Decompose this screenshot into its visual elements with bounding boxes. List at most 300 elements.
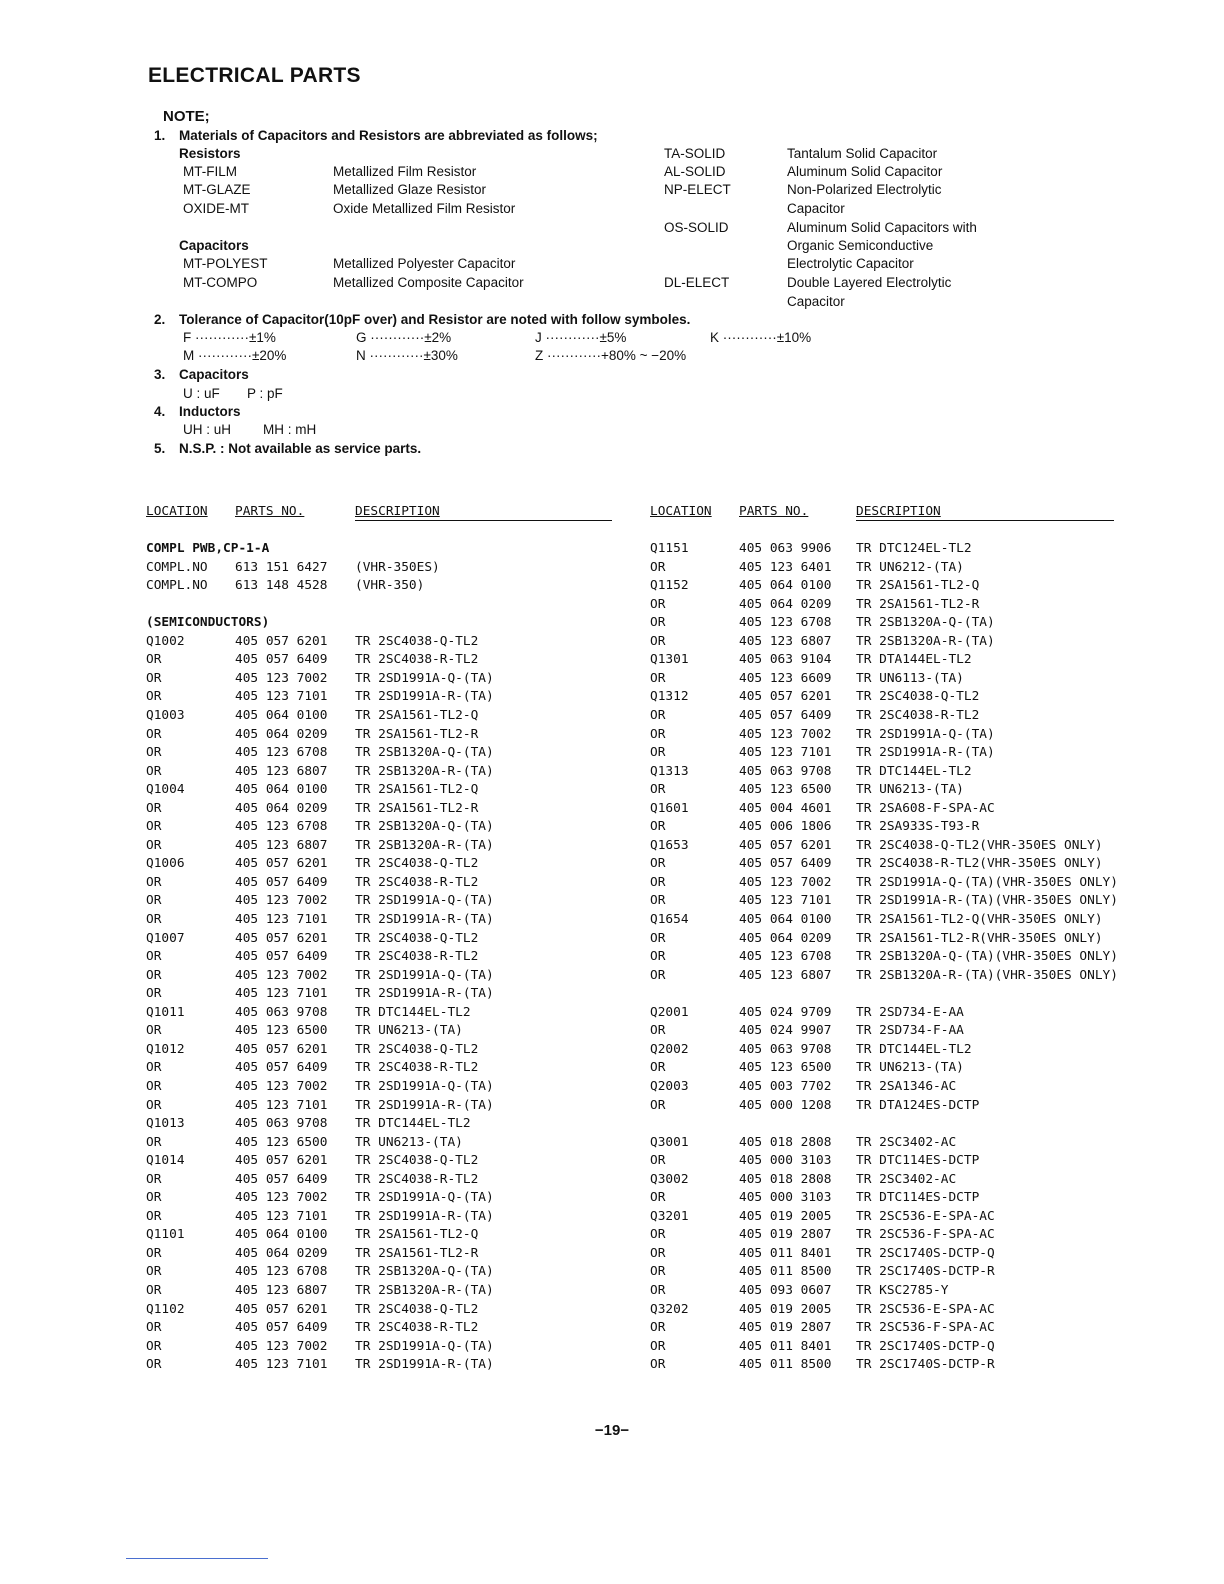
location-cell: OR	[146, 800, 162, 816]
table-row	[0, 818, 1224, 836]
unit-entry: U : uF	[183, 386, 220, 401]
description-cell: TR 2SD1991A-Q-(TA)	[856, 726, 995, 742]
description-cell: TR 2SC4038-R-TL2	[355, 1060, 479, 1076]
description-cell: TR UN6113-(TA)	[856, 670, 964, 686]
location-cell: COMPL PWB,CP-1-A	[146, 541, 270, 556]
note-text: Materials of Capacitors and Resistors are abbreviated as follows;	[179, 128, 598, 143]
description-cell: TR 2SB1320A-R-(TA)	[856, 633, 995, 649]
location-cell: Q1312	[650, 689, 689, 705]
header-rule	[856, 520, 1114, 521]
description-cell: TR 2SB1320A-R-(TA)	[355, 763, 494, 779]
location-cell: OR	[650, 949, 666, 965]
location-cell: OR	[146, 893, 162, 909]
material-code: NP-ELECT	[664, 182, 731, 197]
description-cell: TR UN6213-(TA)	[355, 1023, 463, 1039]
location-cell: OR	[650, 819, 666, 835]
parts-no-cell: 405 123 6401	[739, 559, 832, 575]
location-cell: OR	[146, 726, 162, 742]
table-row	[0, 614, 1224, 632]
table-row	[0, 577, 1224, 595]
tolerance-entry: K ············±10%	[710, 330, 812, 345]
note-number: 1.	[154, 128, 166, 143]
header-rule	[355, 520, 612, 521]
note-number: 2.	[154, 312, 166, 327]
table-row	[0, 1356, 1224, 1374]
location-cell: Q1301	[650, 652, 689, 668]
location-cell: OR	[146, 1338, 162, 1354]
material-desc: Metallized Film Resistor	[333, 164, 477, 179]
location-cell: OR	[650, 1153, 666, 1169]
description-cell: TR 2SA1561-TL2-Q	[355, 707, 479, 723]
parts-no-cell: 405 123 7002	[235, 893, 328, 909]
description-cell: TR DTC114ES-DCTP	[856, 1153, 980, 1169]
location-cell: (SEMICONDUCTORS)	[146, 615, 270, 631]
parts-no-cell: 405 011 8401	[739, 1245, 832, 1261]
description-cell: TR 2SC4038-R-TL2	[355, 1320, 479, 1336]
location-cell: OR	[650, 1060, 666, 1076]
table-row	[0, 985, 1224, 1003]
description-cell: TR 2SD1991A-Q-(TA)	[355, 893, 494, 909]
parts-no-cell: 405 019 2005	[739, 1301, 832, 1317]
description-cell: TR 2SC1740S-DCTP-Q	[856, 1338, 995, 1354]
description-cell: TR DTC124EL-TL2	[856, 541, 972, 556]
parts-no-cell: 405 057 6409	[235, 652, 328, 668]
location-cell: Q1601	[650, 800, 689, 816]
location-cell: Q3002	[650, 1171, 689, 1187]
material-desc: Electrolytic Capacitor	[787, 256, 914, 271]
parts-no-cell: 405 123 7101	[739, 893, 832, 909]
material-code: DL-ELECT	[664, 275, 730, 290]
parts-no-cell: 405 123 7002	[235, 967, 328, 983]
tolerance-entry: G ············±2%	[356, 330, 452, 345]
location-cell: Q3201	[650, 1208, 689, 1224]
parts-no-cell: 405 063 9708	[739, 763, 832, 779]
table-row	[0, 1152, 1224, 1170]
note-heading: NOTE;	[163, 108, 210, 125]
description-cell: TR 2SC4038-R-TL2	[355, 874, 479, 890]
table-row	[0, 781, 1224, 799]
description-cell: TR 2SC536-F-SPA-AC	[856, 1320, 995, 1336]
table-row	[0, 633, 1224, 651]
description-cell: TR 2SC1740S-DCTP-Q	[856, 1245, 995, 1261]
description-cell: TR DTA124ES-DCTP	[856, 1097, 980, 1113]
parts-no-cell: 405 011 8401	[739, 1338, 832, 1354]
table-row	[0, 911, 1224, 929]
table-row	[0, 707, 1224, 725]
table-row	[0, 540, 1224, 558]
location-cell: OR	[650, 893, 666, 909]
description-cell: TR UN6213-(TA)	[856, 782, 964, 798]
capacitors-label: Capacitors	[179, 238, 249, 253]
parts-no-cell: 405 064 0100	[739, 578, 832, 594]
location-cell: OR	[146, 874, 162, 890]
description-cell: TR 2SA1561-TL2-Q	[856, 578, 980, 594]
parts-no-cell: 405 123 7002	[235, 1078, 328, 1094]
table-row	[0, 1115, 1224, 1133]
parts-no-cell: 405 057 6409	[235, 1060, 328, 1076]
parts-no-cell: 405 003 7702	[739, 1078, 832, 1094]
table-row	[0, 559, 1224, 577]
location-cell: OR	[650, 745, 666, 761]
description-cell: TR 2SC536-F-SPA-AC	[856, 1227, 995, 1243]
description-cell: TR 2SA1561-TL2-Q(VHR-350ES ONLY)	[856, 912, 1103, 927]
parts-no-cell: 405 123 7002	[739, 726, 832, 742]
location-cell: Q1102	[146, 1301, 185, 1317]
description-cell: TR 2SC4038-R-TL2	[355, 949, 479, 965]
description-cell: TR 2SC536-E-SPA-AC	[856, 1301, 995, 1317]
tolerance-entry: N ············±30%	[356, 348, 458, 363]
note-number: 3.	[154, 367, 166, 382]
parts-no-cell: 405 057 6201	[739, 837, 832, 853]
location-cell: OR	[146, 1320, 162, 1336]
parts-no-cell: 405 057 6409	[235, 1320, 328, 1336]
location-cell: Q2001	[650, 1004, 689, 1020]
location-cell: OR	[650, 559, 666, 575]
description-cell: TR UN6212-(TA)	[856, 559, 964, 575]
parts-no-cell: 405 057 6201	[235, 930, 328, 946]
description-cell: TR 2SC4038-Q-TL2	[355, 1301, 479, 1317]
location-cell: OR	[146, 1097, 162, 1113]
tolerance-entry: Z ············+80% ~ −20%	[535, 348, 687, 363]
location-cell: OR	[146, 1357, 162, 1373]
tolerance-entry: J ············±5%	[535, 330, 627, 345]
table-row	[0, 930, 1224, 948]
description-cell: TR 2SA1561-TL2-Q	[355, 782, 479, 798]
parts-no-cell: 405 064 0100	[235, 1227, 328, 1243]
material-desc: Capacitor	[787, 201, 845, 216]
location-cell: OR	[146, 1078, 162, 1094]
material-desc: Organic Semiconductive	[787, 238, 934, 253]
description-cell: TR 2SC4038-Q-TL2	[355, 1153, 479, 1169]
location-cell: OR	[146, 689, 162, 705]
location-cell: OR	[146, 986, 162, 1002]
parts-no-cell: 405 057 6409	[235, 949, 328, 965]
description-cell: TR 2SD1991A-Q-(TA)	[355, 670, 494, 686]
header-description: DESCRIPTION	[355, 504, 440, 519]
description-cell: TR 2SA608-F-SPA-AC	[856, 800, 995, 816]
description-cell: TR 2SC4038-R-TL2	[355, 652, 479, 668]
location-cell: Q1101	[146, 1227, 185, 1243]
parts-no-cell: 405 123 6708	[235, 1264, 328, 1280]
description-cell: TR 2SD1991A-Q-(TA)	[355, 1338, 494, 1354]
material-code: TA-SOLID	[664, 146, 726, 161]
location-cell: Q3001	[650, 1134, 689, 1150]
parts-no-cell: 405 123 7101	[235, 912, 328, 927]
material-code: AL-SOLID	[664, 164, 726, 179]
description-cell: TR 2SB1320A-R-(TA)(VHR-350ES ONLY)	[856, 967, 1118, 983]
location-cell: OR	[146, 1171, 162, 1187]
parts-no-cell: 405 123 7101	[235, 1097, 328, 1113]
parts-no-cell: 405 123 7002	[235, 670, 328, 686]
header-parts-no: PARTS NO.	[739, 504, 809, 519]
location-cell: OR	[146, 745, 162, 761]
location-cell: OR	[146, 1264, 162, 1280]
table-row	[0, 948, 1224, 966]
parts-no-cell: 613 151 6427	[235, 559, 328, 575]
parts-no-cell: 405 123 6500	[235, 1023, 328, 1039]
description-cell: TR 2SA1561-TL2-R	[355, 726, 479, 742]
description-cell: TR 2SC4038-R-TL2	[355, 1171, 479, 1187]
material-code: MT-FILM	[183, 164, 237, 179]
parts-no-cell: 405 057 6201	[235, 1301, 328, 1317]
description-cell: TR 2SC1740S-DCTP-R	[856, 1264, 995, 1280]
parts-no-cell: 405 123 7101	[235, 1208, 328, 1224]
parts-no-cell: 405 123 6807	[739, 633, 832, 649]
resistors-label: Resistors	[179, 146, 241, 161]
material-code: MT-POLYEST	[183, 256, 268, 271]
description-cell: (VHR-350)	[355, 578, 425, 594]
page-number: −19−	[594, 1422, 630, 1439]
table-row	[0, 688, 1224, 706]
description-cell: TR 2SD1991A-R-(TA)	[856, 745, 995, 761]
table-row	[0, 1004, 1224, 1022]
location-cell: OR	[146, 1134, 162, 1150]
parts-no-cell: 405 123 6500	[235, 1134, 328, 1150]
description-cell: TR DTC144EL-TL2	[856, 1041, 972, 1057]
location-cell: Q1007	[146, 930, 185, 946]
description-cell: TR KSC2785-Y	[856, 1283, 949, 1298]
unit-entry: P : pF	[247, 386, 283, 401]
material-code: MT-GLAZE	[183, 182, 251, 197]
description-cell: TR 2SC4038-R-TL2	[856, 707, 980, 723]
parts-no-cell: 405 018 2808	[739, 1134, 832, 1150]
parts-no-cell: 405 057 6409	[235, 1171, 328, 1187]
material-desc: Metallized Composite Capacitor	[333, 275, 524, 290]
table-row	[0, 800, 1224, 818]
location-cell: OR	[146, 763, 162, 779]
parts-no-cell: 405 064 0209	[235, 800, 328, 816]
parts-no-cell: 405 004 4601	[739, 800, 832, 816]
location-cell: OR	[650, 1227, 666, 1243]
location-cell: OR	[650, 1320, 666, 1336]
location-cell: OR	[146, 1245, 162, 1261]
location-cell: OR	[650, 967, 666, 983]
parts-no-cell: 405 064 0209	[235, 726, 328, 742]
table-row	[0, 1301, 1224, 1319]
location-cell: Q1151	[650, 541, 689, 556]
parts-no-cell: 405 064 0209	[739, 596, 832, 612]
material-desc: Double Layered Electrolytic	[787, 275, 952, 290]
description-cell: TR 2SA1346-AC	[856, 1078, 957, 1094]
parts-no-cell: 405 019 2807	[739, 1320, 832, 1336]
description-cell: TR 2SC4038-Q-TL2(VHR-350ES ONLY)	[856, 837, 1103, 853]
description-cell: TR 2SD1991A-R-(TA)	[355, 986, 494, 1002]
description-cell: (VHR-350ES)	[355, 559, 440, 575]
parts-no-cell: 405 123 6708	[235, 745, 328, 761]
description-cell: TR 2SD1991A-R-(TA)	[355, 1208, 494, 1224]
parts-no-cell: 405 064 0100	[235, 707, 328, 723]
table-row	[0, 744, 1224, 762]
parts-no-cell: 405 123 6708	[739, 615, 832, 631]
location-cell: OR	[650, 1190, 666, 1206]
description-cell: TR 2SB1320A-Q-(TA)	[856, 615, 995, 631]
parts-no-cell: 613 148 4528	[235, 578, 328, 594]
header-description: DESCRIPTION	[856, 504, 941, 519]
table-row	[0, 1134, 1224, 1152]
location-cell: Q1011	[146, 1004, 185, 1020]
location-cell: OR	[650, 930, 666, 946]
description-cell: TR 2SB1320A-Q-(TA)(VHR-350ES ONLY)	[856, 949, 1118, 965]
description-cell: TR 2SB1320A-Q-(TA)	[355, 1264, 494, 1280]
parts-no-cell: 405 123 7002	[235, 1190, 328, 1206]
description-cell: TR 2SC4038-Q-TL2	[355, 1041, 479, 1057]
decorative-line	[126, 1558, 268, 1559]
material-desc: Metallized Glaze Resistor	[333, 182, 487, 197]
parts-no-cell: 405 063 9708	[739, 1041, 832, 1057]
location-cell: OR	[146, 1023, 162, 1039]
parts-no-cell: 405 123 7101	[235, 1357, 328, 1373]
parts-no-cell: 405 123 6807	[235, 763, 328, 779]
table-row	[0, 967, 1224, 985]
description-cell: TR 2SC4038-Q-TL2	[856, 689, 980, 705]
parts-no-cell: 405 123 6807	[235, 1283, 328, 1298]
description-cell: TR DTC144EL-TL2	[856, 763, 972, 779]
table-row	[0, 1097, 1224, 1115]
parts-no-cell: 405 057 6201	[235, 633, 328, 649]
location-cell: OR	[650, 670, 666, 686]
parts-no-cell: 405 093 0607	[739, 1283, 832, 1298]
header-location: LOCATION	[650, 504, 712, 519]
note-number: 4.	[154, 404, 166, 419]
description-cell: TR 2SD1991A-Q-(TA)	[355, 967, 494, 983]
description-cell: TR 2SC4038-Q-TL2	[355, 633, 479, 649]
location-cell: OR	[650, 707, 666, 723]
table-row	[0, 1338, 1224, 1356]
parts-no-cell: 405 064 0209	[739, 930, 832, 946]
location-cell: Q1313	[650, 763, 689, 779]
parts-no-cell: 405 019 2807	[739, 1227, 832, 1243]
description-cell: TR 2SA1561-TL2-R	[355, 1245, 479, 1261]
table-row	[0, 1263, 1224, 1281]
location-cell: Q1006	[146, 856, 185, 872]
parts-no-cell: 405 123 7101	[739, 745, 832, 761]
location-cell: OR	[146, 670, 162, 686]
parts-no-cell: 405 057 6201	[235, 1153, 328, 1169]
material-desc: Metallized Polyester Capacitor	[333, 256, 516, 271]
location-cell: OR	[650, 1097, 666, 1113]
table-row	[0, 874, 1224, 892]
description-cell: TR 2SD1991A-R-(TA)(VHR-350ES ONLY)	[856, 893, 1118, 909]
location-cell: OR	[146, 837, 162, 853]
description-cell: TR 2SC4038-Q-TL2	[355, 856, 479, 872]
parts-no-cell: 405 123 6708	[235, 819, 328, 835]
description-cell: TR 2SC536-E-SPA-AC	[856, 1208, 995, 1224]
parts-no-cell: 405 123 7101	[235, 689, 328, 705]
parts-no-cell: 405 123 6500	[739, 782, 832, 798]
description-cell: TR 2SC4038-R-TL2(VHR-350ES ONLY)	[856, 856, 1103, 872]
description-cell: TR 2SA1561-TL2-Q	[355, 1227, 479, 1243]
parts-no-cell: 405 000 1208	[739, 1097, 832, 1113]
description-cell: TR 2SA1561-TL2-R(VHR-350ES ONLY)	[856, 930, 1103, 946]
description-cell: TR 2SD734-E-AA	[856, 1004, 964, 1020]
table-row	[0, 892, 1224, 910]
material-desc: Oxide Metallized Film Resistor	[333, 201, 516, 216]
table-row	[0, 1319, 1224, 1337]
description-cell: TR 2SC3402-AC	[856, 1171, 957, 1187]
location-cell: OR	[650, 726, 666, 742]
description-cell: TR 2SC4038-Q-TL2	[355, 930, 479, 946]
parts-no-cell: 405 063 9906	[739, 541, 832, 556]
location-cell: OR	[146, 1208, 162, 1224]
header-location: LOCATION	[146, 504, 208, 519]
description-cell: TR UN6213-(TA)	[856, 1060, 964, 1076]
description-cell: TR 2SD1991A-R-(TA)	[355, 912, 494, 927]
table-row	[0, 1059, 1224, 1077]
parts-no-cell: 405 123 6609	[739, 670, 832, 686]
table-row	[0, 670, 1224, 688]
description-cell: TR DTC144EL-TL2	[355, 1004, 471, 1020]
parts-no-cell: 405 057 6201	[739, 689, 832, 705]
parts-no-cell: 405 064 0100	[739, 912, 832, 927]
material-code: MT-COMPO	[183, 275, 258, 290]
table-row	[0, 1078, 1224, 1096]
description-cell: TR 2SA1561-TL2-R	[355, 800, 479, 816]
location-cell: COMPL.NO	[146, 559, 208, 575]
material-desc: Capacitor	[787, 294, 845, 309]
location-cell: OR	[650, 633, 666, 649]
table-row	[0, 1208, 1224, 1226]
parts-no-cell: 405 064 0100	[235, 782, 328, 798]
description-cell: TR 2SD1991A-Q-(TA)(VHR-350ES ONLY)	[856, 874, 1118, 890]
location-cell: OR	[146, 819, 162, 835]
note-text: N.S.P. : Not available as service parts.	[179, 441, 422, 456]
description-cell: TR UN6213-(TA)	[355, 1134, 463, 1150]
table-row	[0, 1041, 1224, 1059]
parts-no-cell: 405 123 6807	[235, 837, 328, 853]
location-cell: OR	[146, 1283, 162, 1298]
header-parts-no: PARTS NO.	[235, 504, 305, 519]
table-row	[0, 1245, 1224, 1263]
location-cell: Q1014	[146, 1153, 185, 1169]
description-cell: TR 2SD734-F-AA	[856, 1023, 964, 1039]
note-number: 5.	[154, 441, 166, 456]
table-row	[0, 1171, 1224, 1189]
parts-no-cell: 405 063 9708	[235, 1116, 328, 1132]
location-cell: Q2003	[650, 1078, 689, 1094]
location-cell: COMPL.NO	[146, 578, 208, 594]
description-cell: TR DTC144EL-TL2	[355, 1116, 471, 1132]
material-desc: Aluminum Solid Capacitors with	[787, 220, 977, 235]
material-desc: Tantalum Solid Capacitor	[787, 146, 938, 161]
material-desc: Aluminum Solid Capacitor	[787, 164, 943, 179]
location-cell: OR	[146, 652, 162, 668]
description-cell: TR DTC114ES-DCTP	[856, 1190, 980, 1206]
parts-no-cell: 405 057 6201	[235, 856, 328, 872]
parts-no-cell: 405 024 9709	[739, 1004, 832, 1020]
location-cell: Q1654	[650, 912, 689, 927]
location-cell: Q2002	[650, 1041, 689, 1057]
parts-no-cell: 405 006 1806	[739, 819, 832, 835]
description-cell: TR 2SD1991A-R-(TA)	[355, 1097, 494, 1113]
parts-no-cell: 405 063 9708	[235, 1004, 328, 1020]
description-cell: TR 2SB1320A-R-(TA)	[355, 1283, 494, 1298]
parts-no-cell: 405 011 8500	[739, 1264, 832, 1280]
location-cell: Q1152	[650, 578, 689, 594]
note-text: Tolerance of Capacitor(10pF over) and Resistor are noted with follow symboles.	[179, 312, 691, 327]
parts-no-cell: 405 123 7101	[235, 986, 328, 1002]
location-cell: OR	[650, 782, 666, 798]
location-cell: Q1002	[146, 633, 185, 649]
description-cell: TR 2SB1320A-Q-(TA)	[355, 745, 494, 761]
table-row	[0, 1022, 1224, 1040]
location-cell: Q1653	[650, 837, 689, 853]
location-cell: Q3202	[650, 1301, 689, 1317]
parts-no-cell: 405 024 9907	[739, 1023, 832, 1039]
table-row	[0, 651, 1224, 669]
parts-no-cell: 405 000 3103	[739, 1153, 832, 1169]
table-row	[0, 596, 1224, 614]
table-row	[0, 837, 1224, 855]
